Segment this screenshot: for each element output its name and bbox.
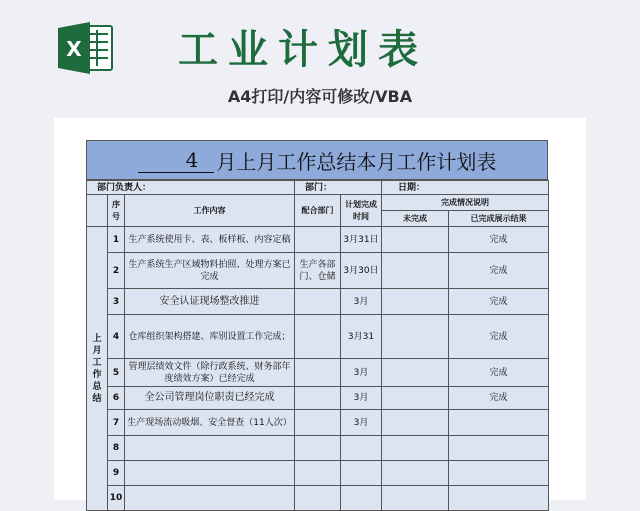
- table-row: [87, 359, 549, 387]
- excel-logo-letter: X: [66, 37, 82, 61]
- row-date[interactable]: 3月31: [341, 315, 382, 359]
- row-incomplete[interactable]: [382, 315, 449, 359]
- row-incomplete[interactable]: [382, 410, 449, 436]
- header-row: [87, 195, 549, 211]
- row-date[interactable]: 3月30日: [341, 253, 382, 289]
- row-dept[interactable]: 生产各部门、仓储: [295, 253, 341, 289]
- row-dept[interactable]: [295, 359, 341, 387]
- row-done[interactable]: 完成: [449, 387, 549, 410]
- row-seq[interactable]: 4: [108, 315, 125, 359]
- header-status-group: 完成情况说明: [382, 195, 549, 211]
- row-seq[interactable]: 5: [108, 359, 125, 387]
- row-date[interactable]: [341, 461, 382, 486]
- row-seq[interactable]: 9: [108, 461, 125, 486]
- table-row: [87, 410, 549, 436]
- row-dept[interactable]: [295, 461, 341, 486]
- sheet-header: [86, 140, 548, 180]
- table-row: [87, 387, 549, 410]
- table-row: [87, 461, 549, 486]
- row-seq[interactable]: 3: [108, 289, 125, 315]
- row-incomplete[interactable]: [382, 387, 449, 410]
- excel-icon: [56, 20, 116, 76]
- row-date[interactable]: [341, 436, 382, 461]
- row-incomplete[interactable]: [382, 227, 449, 253]
- table-row: [87, 315, 549, 359]
- sheet-header-title: 月上月工作总结本月工作计划表: [216, 149, 497, 174]
- row-content[interactable]: 生产系统使用卡、表、板样板、内容定稿: [125, 227, 295, 253]
- row-done[interactable]: 完成: [449, 253, 549, 289]
- row-done[interactable]: 完成: [449, 227, 549, 253]
- row-seq[interactable]: 10: [108, 486, 125, 511]
- row-dept[interactable]: [295, 387, 341, 410]
- header-plan-time: 计划完成时间: [341, 195, 382, 227]
- row-date[interactable]: 3月: [341, 410, 382, 436]
- row-content[interactable]: 生产现场流动吸烟、安全督查（11人次）: [125, 410, 295, 436]
- row-seq[interactable]: 6: [108, 387, 125, 410]
- page-title: 工业计划表: [178, 27, 428, 73]
- row-seq[interactable]: 1: [108, 227, 125, 253]
- row-date[interactable]: 3月: [341, 387, 382, 410]
- row-seq[interactable]: 7: [108, 410, 125, 436]
- row-seq[interactable]: 2: [108, 253, 125, 289]
- row-incomplete[interactable]: [382, 436, 449, 461]
- row-seq[interactable]: 8: [108, 436, 125, 461]
- row-done[interactable]: 完成: [449, 289, 549, 315]
- row-done[interactable]: [449, 410, 549, 436]
- row-done[interactable]: [449, 461, 549, 486]
- row-dept[interactable]: [295, 315, 341, 359]
- row-content[interactable]: 管理层绩效文件（除行政系统、财务部年度绩效方案）已经完成: [125, 359, 295, 387]
- row-dept[interactable]: [295, 486, 341, 511]
- row-date[interactable]: 3月: [341, 289, 382, 315]
- banner: [0, 0, 640, 118]
- month-field[interactable]: 4: [138, 148, 215, 173]
- row-dept[interactable]: [295, 289, 341, 315]
- row-done[interactable]: [449, 436, 549, 461]
- section-label-cell: 上月工作总结: [87, 227, 108, 511]
- row-dept[interactable]: [295, 410, 341, 436]
- info-row: [87, 181, 549, 195]
- plan-table: [86, 180, 549, 511]
- row-date[interactable]: 3月31日: [341, 227, 382, 253]
- row-incomplete[interactable]: [382, 359, 449, 387]
- table-row: [87, 253, 549, 289]
- row-content[interactable]: 仓库组织架构搭建、库别设置工作完成；: [125, 315, 295, 359]
- header-completed: 已完成展示结果: [449, 211, 549, 227]
- row-content[interactable]: 全公司管理岗位职责已经完成: [125, 387, 295, 410]
- dept-label[interactable]: 部门：: [295, 181, 382, 195]
- row-incomplete[interactable]: [382, 253, 449, 289]
- leader-label[interactable]: 部门负责人：: [87, 181, 295, 195]
- page-subtitle: A4打印/内容可修改/VBA: [227, 87, 413, 106]
- date-label[interactable]: 日期：: [382, 181, 549, 195]
- header-blank-cell: [87, 195, 108, 227]
- table-row: [87, 436, 549, 461]
- row-content[interactable]: 安全认证现场整改推进: [125, 289, 295, 315]
- row-content[interactable]: [125, 486, 295, 511]
- table-row: [87, 227, 549, 253]
- row-done[interactable]: 完成: [449, 315, 549, 359]
- header-cooperate: 配合部门: [295, 195, 341, 227]
- header-content: 工作内容: [125, 195, 295, 227]
- row-date[interactable]: 3月: [341, 359, 382, 387]
- row-incomplete[interactable]: [382, 486, 449, 511]
- row-content[interactable]: 生产系统生产区域物料拍照、处理方案已完成: [125, 253, 295, 289]
- row-incomplete[interactable]: [382, 461, 449, 486]
- row-done[interactable]: [449, 486, 549, 511]
- row-content[interactable]: [125, 436, 295, 461]
- row-dept[interactable]: [295, 227, 341, 253]
- table-row: [87, 289, 549, 315]
- header-seq: 序号: [108, 195, 125, 227]
- table-row: [87, 486, 549, 511]
- row-content[interactable]: [125, 461, 295, 486]
- row-dept[interactable]: [295, 436, 341, 461]
- header-incomplete: 未完成: [382, 211, 449, 227]
- row-date[interactable]: [341, 486, 382, 511]
- row-incomplete[interactable]: [382, 289, 449, 315]
- row-done[interactable]: 完成: [449, 359, 549, 387]
